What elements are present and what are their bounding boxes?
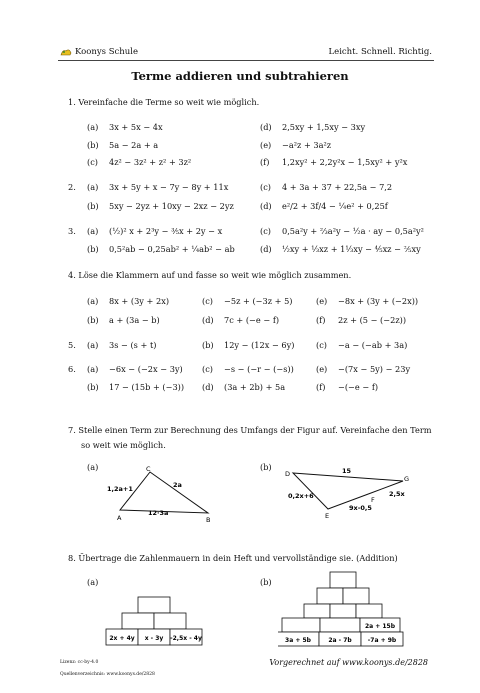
wall-b-brick — [317, 588, 343, 604]
q7-instruction-line1: 7. Stelle einen Term zur Berechnung des Umfangs der Figur auf. Vereinfache den Term — [68, 425, 432, 435]
q2-item-d: (d) e²/2 + 3f/4 − ¼e² + 0,25f — [260, 201, 388, 211]
triangle-figure — [105, 465, 225, 525]
q8-instruction: 8. Übertrage die Zahlenmauern in dein Heft und vervollständige sie. (Addition) — [68, 553, 398, 563]
q6-item-e: (e) −(7x − 5y) − 23y — [316, 364, 411, 374]
vertex-e-label: E — [325, 512, 330, 520]
wall-a-mid-brick — [122, 613, 154, 629]
q2-item-c: (c) 4 + 3a + 37 + 22,5a − 7,2 — [260, 182, 393, 192]
q1-item-f: (f) 1,2xy² + 2,2y²x − 1,5xy² + y²x — [260, 157, 408, 167]
number-wall-a — [100, 595, 210, 650]
wall-b-brick — [320, 618, 360, 632]
q3-item-a: (a) (½)² x + 2³y − ⅗x + 2y − x — [87, 226, 223, 236]
side-ac-label: 1,2a+1 — [107, 485, 133, 493]
vertex-b-label: B — [206, 516, 211, 524]
wall-b-brick — [330, 572, 356, 588]
q5-item-b: (b) 12y − (12x − 6y) — [202, 340, 295, 350]
q7-label-b: (b) — [260, 462, 272, 472]
side-ef-label: 9x-0,5 — [349, 504, 372, 512]
q2-number: 2. — [68, 182, 76, 192]
side-cb-label: 2a — [173, 481, 182, 489]
quadrilateral-figure — [283, 463, 413, 523]
wall-a-value: x - 3y — [144, 635, 164, 642]
q1-item-a: (a) 3x + 5x − 4x — [87, 122, 163, 132]
side-de-label: 0,2x+6 — [288, 492, 314, 500]
q1-item-e: (e) −a²z + 3a²z — [260, 140, 332, 150]
worksheet-title: Terme addieren und subtrahieren — [131, 69, 349, 83]
wall-b-brick — [282, 618, 320, 632]
number-wall-b — [278, 570, 408, 648]
side-dg-label: 15 — [342, 467, 352, 475]
wall-b-bottom-value: 2a - 7b — [328, 637, 352, 644]
q3-item-b: (b) 0,5²ab − 0,25ab² + ¼ab² − ab — [87, 244, 235, 254]
q1-item-b: (b) 5a − 2a + a — [87, 140, 159, 150]
q6-item-b: (b) 17 − (15b + (−3)) — [87, 382, 185, 392]
q7-label-a: (a) — [87, 462, 99, 472]
q1-item-d: (d) 2,5xy + 1,5xy − 3xy — [260, 122, 366, 132]
q6-item-a: (a) −6x − (−2x − 3y) — [87, 364, 183, 374]
q7-instruction-line2: so weit wie möglich. — [81, 440, 166, 450]
quadrilateral-shape — [293, 473, 403, 509]
q1-item-c: (c) 4z² − 3z² + z² + 3z² — [87, 157, 192, 167]
q4-item-a: (a) 8x + (3y + 2x) — [87, 296, 170, 306]
q2-item-b: (b) 5xy − 2yz + 10xy − 2xz − 2yz — [87, 201, 234, 211]
q6-item-f: (f) −(−e − f) — [316, 382, 379, 392]
wall-b-bottom-value: -7a + 9b — [367, 637, 397, 644]
q4-instruction: 4. Löse die Klammern auf und fasse so weit wie möglich zusammen. — [68, 270, 352, 280]
vertex-f-label: F — [371, 496, 375, 504]
q8-label-b: (b) — [260, 577, 272, 587]
q6-item-c: (c) −s − (−r − (−s)) — [202, 364, 294, 374]
wall-a-mid-brick — [154, 613, 186, 629]
site-slogan: Leicht. Schnell. Richtig. — [328, 47, 432, 57]
wall-b-brick — [356, 604, 382, 618]
q5-number: 5. — [68, 340, 76, 350]
q3-item-d: (d) ½xy + ⅓xz + 1⅓xy − ⅘xz − ⅖xy — [260, 244, 421, 254]
q5-item-c: (c) −a − (−ab + 3a) — [316, 340, 408, 350]
wall-b-mid-value: 2a + 15b — [364, 623, 396, 630]
q6-item-d: (d) (3a + 2b) + 5a — [202, 382, 286, 392]
side-fg-label: 2,5x — [389, 490, 405, 498]
vertex-c-label: C — [146, 465, 151, 473]
wall-a-value: -2,5x - 4y — [170, 635, 202, 642]
q3-number: 3. — [68, 226, 76, 236]
side-ab-label: 12·3a — [148, 509, 169, 517]
footer-link[interactable]: Vorgerechnet auf www.koonys.de/2828 — [269, 658, 428, 667]
wall-b-brick — [330, 604, 356, 618]
q6-number: 6. — [68, 364, 76, 374]
vertex-a-label: A — [117, 514, 122, 522]
triangle-shape — [120, 472, 208, 513]
wall-b-brick — [304, 604, 330, 618]
q4-item-d: (d) 7c + (−e − f) — [202, 315, 280, 325]
wall-b-bottom-value: 3a + 5b — [285, 637, 311, 644]
q5-item-a: (a) 3s − (s + t) — [87, 340, 157, 350]
wall-b-brick — [343, 588, 369, 604]
vertex-d-label: D — [285, 470, 291, 478]
q3-item-c: (c) 0,5a²y + ⅔a²y − ½a · ay − 0,5a²y² — [260, 226, 424, 236]
school-logo-icon — [60, 47, 72, 57]
q8-label-a: (a) — [87, 577, 99, 587]
site-name: Koonys Schule — [75, 47, 138, 57]
q4-item-f: (f) 2z + (5 − (−2z)) — [316, 315, 407, 325]
sources-note: Quellenverzeichnis: www.koonys.de/2828 — [60, 672, 155, 677]
wall-a-top-brick — [138, 597, 170, 613]
header-rule — [58, 60, 434, 61]
vertex-g-label: G — [404, 475, 410, 483]
q4-item-b: (b) a + (3a − b) — [87, 315, 160, 325]
q4-item-c: (c) −5z + (−3z + 5) — [202, 296, 293, 306]
wall-a-value: 2x + 4y — [109, 635, 135, 642]
q4-item-e: (e) −8x + (3y + (−2x)) — [316, 296, 419, 306]
q2-item-a: (a) 3x + 5y + x − 7y − 8y + 11x — [87, 182, 229, 192]
q1-instruction: 1. Vereinfache die Terme so weit wie möglich. — [68, 97, 260, 107]
license-note: Lizenz: cc-by-4.0 — [60, 660, 99, 665]
